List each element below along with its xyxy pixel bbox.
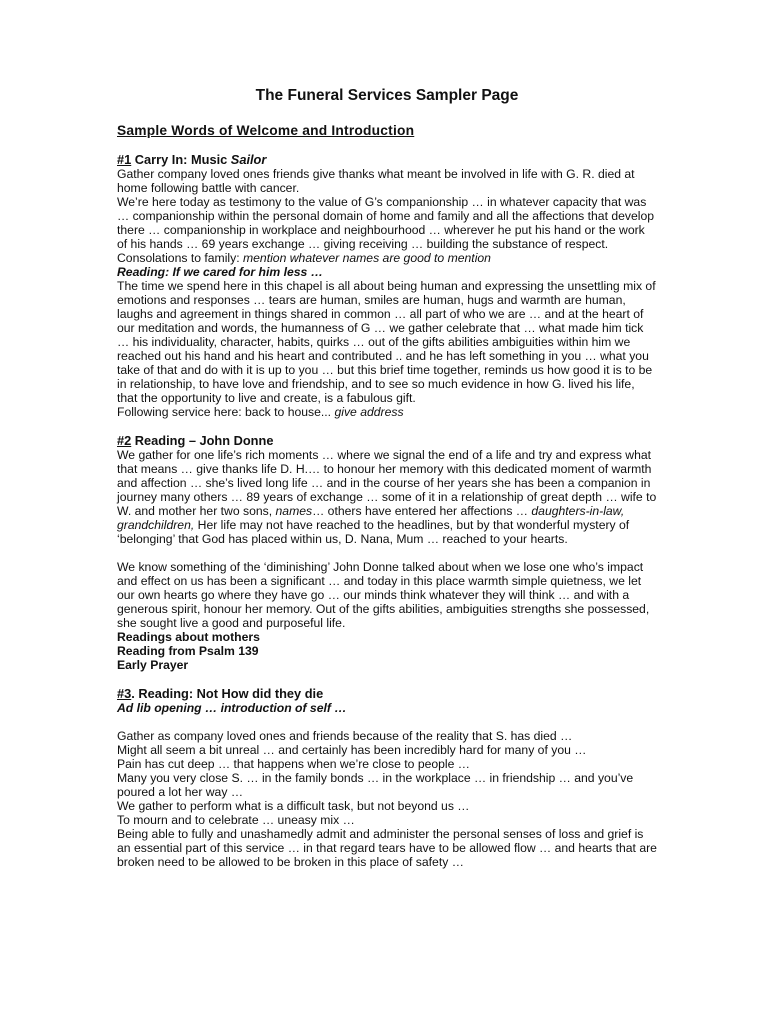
section-1-heading-text: Carry In: Music: [131, 152, 231, 167]
section-2-heading: [117, 433, 657, 448]
section-1: [117, 152, 657, 419]
section-1-paragraph-3: The time we spend here in this chapel is all about being human and expressing the unsettling mix of emotions and responses … tears are human, smiles are human, hugs and warmth are human, laughs and agreement in things shared in common … all part of who we are … and at the heart of our meditation and words, the humanness of G … we gather celebrate that … what made him tick … his individuality, character, habits, quirks … out of the gifts abilities ambiguities within him we reached out his hand and his heart and contributed .. and he has left something in you … what you take of that and do with it is up to you … but this brief time together, reminds us how good it is to be in relationship, to have love and friendship, and to see so much evidence in how G. lived his life, that the opportunity to live and create, is a fabulous gift.: [117, 279, 656, 405]
section-2-p1-relatives: daughters-in-law, grandchildren,: [117, 504, 625, 532]
section-1-heading: [117, 152, 657, 167]
following-label: Following service here: back to house...: [117, 405, 335, 419]
section-3-heading-text: . Reading: Not How did they die: [131, 686, 324, 701]
section-1-paragraph-2: We’re here today as testimony to the value of G’s companionship … in whatever capacity that was … companionship within the personal domain of home and family and all the affections that develop there … companionship in workplace and neighbourhood … wherever he put his hand or the work of his hands … 69 years exchange … giving receiving … building the substance of respect.: [117, 195, 655, 251]
page-title: The Funeral Services Sampler Page: [255, 87, 519, 104]
section-1-number: #1: [117, 152, 132, 167]
section-3-line: To mourn and to celebrate … uneasy mix …: [117, 813, 355, 827]
section-3-number: #3: [117, 686, 132, 701]
section-1-following: [117, 405, 657, 419]
section-3: [117, 686, 657, 869]
following-note: give address: [334, 405, 404, 419]
section-3-line: Might all seem a bit unreal … and certainly has been incredibly hard for many of you …: [117, 743, 587, 757]
consolations-label: Consolations to family:: [117, 251, 243, 265]
section-2-number: #2: [117, 433, 132, 448]
section-1-heading-italic: Sailor: [230, 152, 267, 167]
section-1-consolations: [117, 251, 657, 265]
section-3-line: Being able to fully and unashamedly admit and administer the personal senses of loss and grief is an essential part of this service … in that regard tears have to be allowed flow … and hearts that are broken need to be allowed to be broken in this place of safety …: [117, 827, 657, 869]
section-2-p1-names: names: [275, 504, 313, 518]
section-2-paragraph-1: [117, 448, 657, 546]
section-2-paragraph-2: We know something of the ‘diminishing’ John Donne talked about when we lose one who’s impact and effect on us has been a significant … and today in this place warmth simple quietness, we let our own hearts go where they have go … our minds think whatever they will think … and with a generous spirit, honour her memory. Out of the gifts abilities, ambiguities strengths she possessed, she sought live a good and purposeful life.: [117, 560, 650, 630]
consolations-note: mention whatever names are good to mention: [243, 251, 491, 265]
section-2-p1-part-c: … others have entered her affections …: [312, 504, 532, 518]
section-3-line: We gather to perform what is a difficult task, but not beyond us …: [117, 799, 470, 813]
section-2: [117, 433, 657, 672]
reading-item: Reading from Psalm 139: [117, 644, 259, 658]
page-subtitle: Sample Words of Welcome and Introduction: [117, 123, 415, 138]
section-3-subheading: Ad lib opening … introduction of self …: [117, 701, 347, 715]
document-page: [117, 86, 657, 869]
section-3-heading: [117, 686, 657, 701]
section-2-p1-part-a: We gather for one life’s rich moments … where we signal the end of a life and try and express what that means … give thanks life D. H.… to honour her memory with this dedicated moment of warmth and affection … she’s lived long life … and in the course of her years she has been a companion in journey many others … 89 years of exchange … some of it in a relationship of great depth … wife to W. and mother her two sons,: [117, 448, 657, 518]
section-3-line: Gather as company loved ones and friends because of the reality that S. has died …: [117, 729, 573, 743]
section-2-p1-part-e: Her life may not have reached to the headlines, but by that wonderful mystery of ‘belonging’ that God has placed within us, D. Nana, Mum … reached to your hearts.: [117, 518, 630, 546]
section-1-reading: Reading: If we cared for him less …: [117, 265, 323, 279]
section-3-line: Pain has cut deep … that happens when we’re close to people …: [117, 757, 470, 771]
section-1-paragraph-1: Gather company loved ones friends give thanks what meant be involved in life with G. R. died at home following battle with cancer.: [117, 167, 635, 195]
section-2-heading-text: Reading – John Donne: [131, 433, 274, 448]
section-3-line: Many you very close S. … in the family bonds … in the workplace … in friendship … and you’ve poured a lot her way …: [117, 771, 634, 799]
reading-item: Early Prayer: [117, 658, 189, 672]
reading-item: Readings about mothers: [117, 630, 260, 644]
